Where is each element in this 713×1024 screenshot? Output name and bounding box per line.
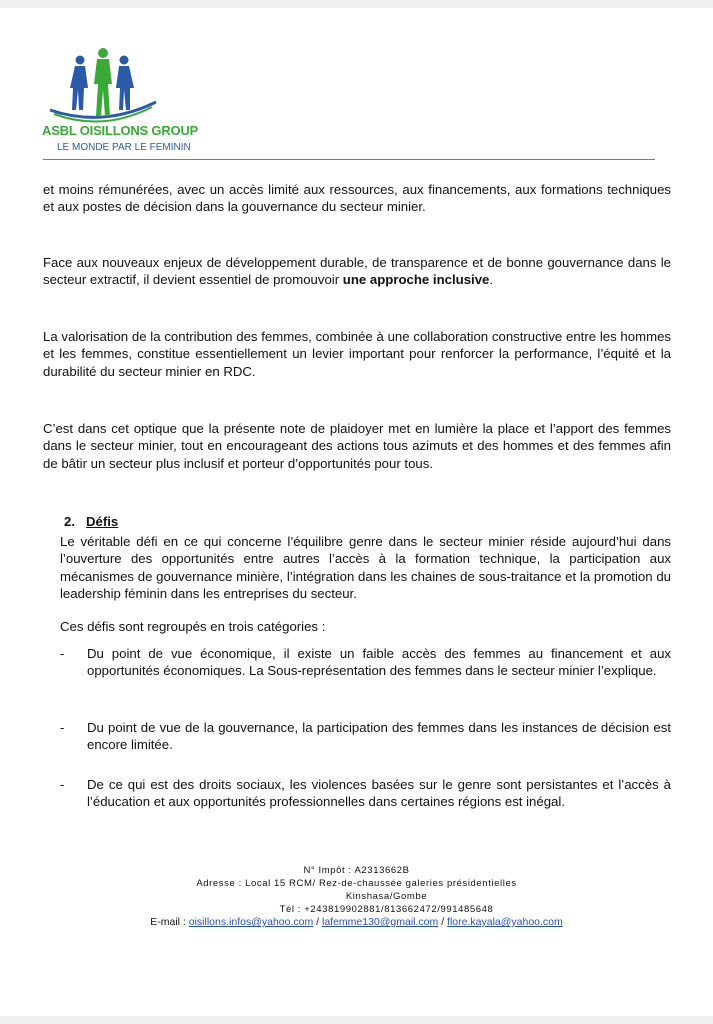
email-label: E-mail :	[150, 916, 189, 928]
email-link-3[interactable]: flore.kayala@yahoo.com	[447, 916, 563, 928]
paragraph-2-text: Face aux nouveaux enjeux de développement durable, de transparence et de bonne gouvernance dans le secteur extractif, il devient essentiel de promouvoir	[43, 255, 671, 288]
email-link-2[interactable]: lafemme130@gmail.com	[321, 916, 439, 928]
bullet-dash: -	[60, 777, 65, 792]
paragraph-2-emphasis: une approche inclusive	[342, 272, 490, 288]
paragraph-2-end: .	[489, 272, 494, 288]
section-title: Défis	[86, 514, 119, 529]
bullet-text: De ce qui est des droits sociaux, les violences basées sur le genre sont persistantes et l’accès à l’éducation et aux opportunités professionnelles dans certaines régions est inégal.	[87, 777, 671, 810]
paragraph-3: La valorisation de la contribution des femmes, combinée à une collaboration constructive entre les hommes et les femmes, constitue essentiellement un levier important pour renforcer la performance, l’équité et la durabilité du secteur minier en RDC.	[43, 329, 671, 379]
header-divider	[43, 159, 655, 160]
bullet-dash: -	[60, 720, 65, 735]
bullet-dash: -	[60, 646, 65, 661]
document-page	[0, 8, 713, 1016]
footer-tax-id: N° Impôt : A2313662B	[303, 865, 410, 876]
paragraph-2	[43, 254, 671, 289]
org-slogan: LE MONDE PAR LE FEMININ	[57, 142, 191, 153]
paragraph-4: C’est dans cet optique que la présente note de plaidoyer met en lumière la place et l’apport des femmes dans le secteur minier, tout en encourageant des actions tous azimuts et des hommes et des femmes afin de bâtir un secteur plus inclusif et porteur d’opportunités pour tous.	[43, 421, 671, 471]
org-name: ASBL OISILLONS GROUP	[42, 123, 199, 138]
footer-email-line	[0, 916, 713, 928]
section-number: 2.	[64, 514, 75, 529]
paragraph-1: et moins rémunérées, avec un accès limité aux ressources, aux financements, aux formations techniques et aux postes de décision dans la gouvernance du secteur minier.	[43, 182, 671, 215]
women-silhouettes-logo	[48, 44, 158, 126]
email-separator: /	[438, 916, 448, 928]
org-logo	[40, 44, 220, 154]
paragraph-5: Le véritable défi en ce qui concerne l’équilibre genre dans le secteur minier réside aujourd’hui dans l’ouverture des opportunités entre autres l’accès à la formation technique, la participation aux mécanismes de gouvernance minière, l’intégration dans les chaines de sous-traitance et la promotion du leadership féminin dans les entreprises du secteur.	[60, 534, 671, 602]
email-link-1[interactable]: oisillons.infos@yahoo.com	[188, 916, 314, 928]
email-separator: /	[313, 916, 322, 928]
footer-address-2: Kinshasa/Gombe	[345, 891, 428, 902]
bullet-text: Du point de vue de la gouvernance, la participation des femmes dans les instances de décision est encore limitée.	[87, 720, 671, 753]
paragraph-6: Ces défis sont regroupés en trois catégories :	[60, 619, 326, 634]
bullet-text: Du point de vue économique, il existe un faible accès des femmes au financement et aux opportunités économiques. La Sous-représentation des femmes dans le secteur minier l’explique.	[87, 646, 671, 679]
footer-phone: Tél : +243819902881/813662472/991485648	[279, 904, 494, 915]
footer-address-1: Adresse : Local 15 RCM/ Rez-de-chaussée galeries présidentielles	[196, 878, 517, 889]
section-heading	[64, 514, 118, 529]
